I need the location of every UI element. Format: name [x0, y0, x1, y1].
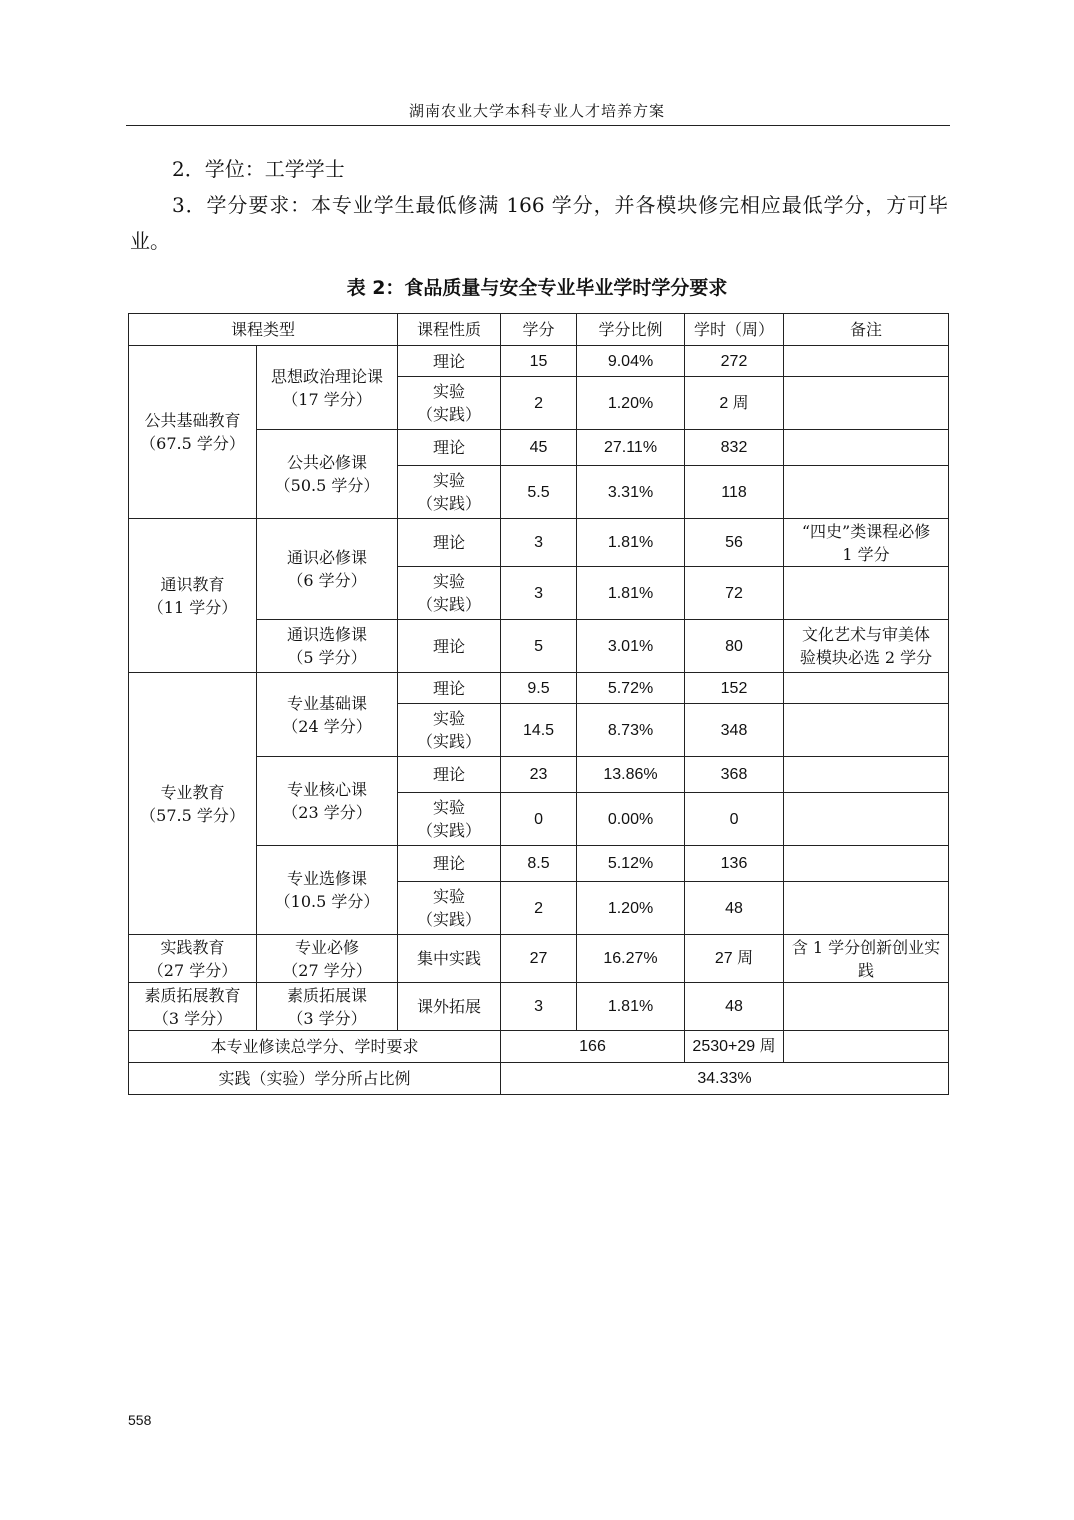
header-course-type: 课程类型: [129, 314, 398, 346]
course-quality: 素质拓展课 （3 学分）: [257, 983, 398, 1031]
row-hours: 56: [685, 519, 784, 567]
row-hours: 27 周: [685, 935, 784, 983]
row-credit: 15: [501, 346, 577, 377]
totals-credit: 166: [501, 1031, 685, 1063]
row-ratio: 8.73%: [577, 704, 685, 757]
row-credit: 5: [501, 620, 577, 673]
row-nature: 理论: [398, 346, 501, 377]
row-credit: 0: [501, 793, 577, 846]
row-nature: 实验 （实践）: [398, 466, 501, 519]
row-ratio: 13.86%: [577, 757, 685, 793]
degree-paragraph: 2．学位：工学学士: [172, 157, 345, 181]
table-row: [129, 519, 949, 567]
row-ratio: 27.11%: [577, 430, 685, 466]
course-general-required: 通识必修课 （6 学分）: [257, 519, 398, 620]
row-hours: 152: [685, 673, 784, 704]
row-nature: 实验 （实践）: [398, 377, 501, 430]
row-note: [784, 757, 949, 793]
row-hours: 48: [685, 882, 784, 935]
row-nature: 实验 （实践）: [398, 704, 501, 757]
totals-note: [784, 1031, 949, 1063]
row-nature: 理论: [398, 519, 501, 567]
course-major-basic: 专业基础课 （24 学分）: [257, 673, 398, 757]
practice-ratio-row: [129, 1063, 949, 1095]
row-credit: 9.5: [501, 673, 577, 704]
row-nature: 理论: [398, 620, 501, 673]
row-note: 含 1 学分创新创业实 践: [784, 935, 949, 983]
course-public-required: 公共必修课 （50.5 学分）: [257, 430, 398, 519]
table-title: 表 2：食品质量与安全专业毕业学时学分要求: [346, 277, 728, 299]
header-rule: [126, 125, 950, 126]
row-ratio: 5.12%: [577, 846, 685, 882]
row-note: [784, 983, 949, 1031]
totals-label: 本专业修读总学分、学时要求: [129, 1031, 501, 1063]
row-note: [784, 673, 949, 704]
group-quality: 素质拓展教育 （3 学分）: [129, 983, 257, 1031]
row-hours: 2 周: [685, 377, 784, 430]
table-row: [129, 673, 949, 704]
credit-requirement-paragraph: 3．学分要求：本专业学生最低修满 166 学分，并各模块修完相应最低学分，方可毕业。: [130, 193, 948, 253]
group-practice: 实践教育 （27 学分）: [129, 935, 257, 983]
row-ratio: 3.31%: [577, 466, 685, 519]
row-nature: 理论: [398, 846, 501, 882]
row-hours: 136: [685, 846, 784, 882]
row-hours: 118: [685, 466, 784, 519]
row-nature: 理论: [398, 430, 501, 466]
row-hours: 80: [685, 620, 784, 673]
row-nature: 理论: [398, 757, 501, 793]
row-ratio: 0.00%: [577, 793, 685, 846]
row-hours: 72: [685, 567, 784, 620]
row-ratio: 1.81%: [577, 567, 685, 620]
table-header-row: [129, 314, 949, 346]
row-ratio: 1.81%: [577, 983, 685, 1031]
row-hours: 368: [685, 757, 784, 793]
practice-ratio-value: 34.33%: [501, 1063, 949, 1095]
group-general: 通识教育 （11 学分）: [129, 519, 257, 673]
row-note: “四史”类课程必修 1 学分: [784, 519, 949, 567]
row-nature: 理论: [398, 673, 501, 704]
row-ratio: 3.01%: [577, 620, 685, 673]
totals-row: [129, 1031, 949, 1063]
row-ratio: 1.81%: [577, 519, 685, 567]
row-note: 文化艺术与审美体 验模块必选 2 学分: [784, 620, 949, 673]
header-credit: 学分: [501, 314, 577, 346]
row-note: [784, 882, 949, 935]
row-credit: 3: [501, 567, 577, 620]
practice-ratio-label: 实践（实验）学分所占比例: [129, 1063, 501, 1095]
row-hours: 832: [685, 430, 784, 466]
row-credit: 27: [501, 935, 577, 983]
row-credit: 3: [501, 519, 577, 567]
row-note: [784, 793, 949, 846]
row-note: [784, 430, 949, 466]
page-header: 湖南农业大学本科专业人才培养方案: [408, 102, 665, 120]
row-note: [784, 346, 949, 377]
group-major: 专业教育 （57.5 学分）: [129, 673, 257, 935]
header-credit-ratio: 学分比例: [577, 314, 685, 346]
row-ratio: 16.27%: [577, 935, 685, 983]
row-ratio: 1.20%: [577, 882, 685, 935]
row-credit: 14.5: [501, 704, 577, 757]
totals-hours: 2530+29 周: [685, 1031, 784, 1063]
header-note: 备注: [784, 314, 949, 346]
group-public: 公共基础教育 （67.5 学分）: [129, 346, 257, 519]
row-nature: 实验 （实践）: [398, 567, 501, 620]
header-hours: 学时（周）: [685, 314, 784, 346]
row-hours: 48: [685, 983, 784, 1031]
row-nature: 集中实践: [398, 935, 501, 983]
row-note: [784, 377, 949, 430]
row-credit: 2: [501, 377, 577, 430]
row-credit: 3: [501, 983, 577, 1031]
course-general-elective: 通识选修课 （5 学分）: [257, 620, 398, 673]
table-row: [129, 983, 949, 1031]
row-ratio: 9.04%: [577, 346, 685, 377]
row-hours: 348: [685, 704, 784, 757]
row-note: [784, 846, 949, 882]
credit-requirements-table: [128, 313, 949, 1095]
table-row: [129, 935, 949, 983]
course-politics: 思想政治理论课 （17 学分）: [257, 346, 398, 430]
row-credit: 8.5: [501, 846, 577, 882]
row-hours: 0: [685, 793, 784, 846]
row-note: [784, 704, 949, 757]
row-credit: 5.5: [501, 466, 577, 519]
row-ratio: 1.20%: [577, 377, 685, 430]
row-note: [784, 567, 949, 620]
row-hours: 272: [685, 346, 784, 377]
row-nature: 课外拓展: [398, 983, 501, 1031]
row-nature: 实验 （实践）: [398, 793, 501, 846]
row-ratio: 5.72%: [577, 673, 685, 704]
row-note: [784, 466, 949, 519]
header-course-nature: 课程性质: [398, 314, 501, 346]
row-credit: 23: [501, 757, 577, 793]
row-nature: 实验 （实践）: [398, 882, 501, 935]
row-credit: 2: [501, 882, 577, 935]
page-number: 558: [128, 1412, 152, 1428]
course-major-elective: 专业选修课 （10.5 学分）: [257, 846, 398, 935]
course-major-core: 专业核心课 （23 学分）: [257, 757, 398, 846]
course-practice-required: 专业必修 （27 学分）: [257, 935, 398, 983]
row-credit: 45: [501, 430, 577, 466]
table-row: [129, 346, 949, 377]
